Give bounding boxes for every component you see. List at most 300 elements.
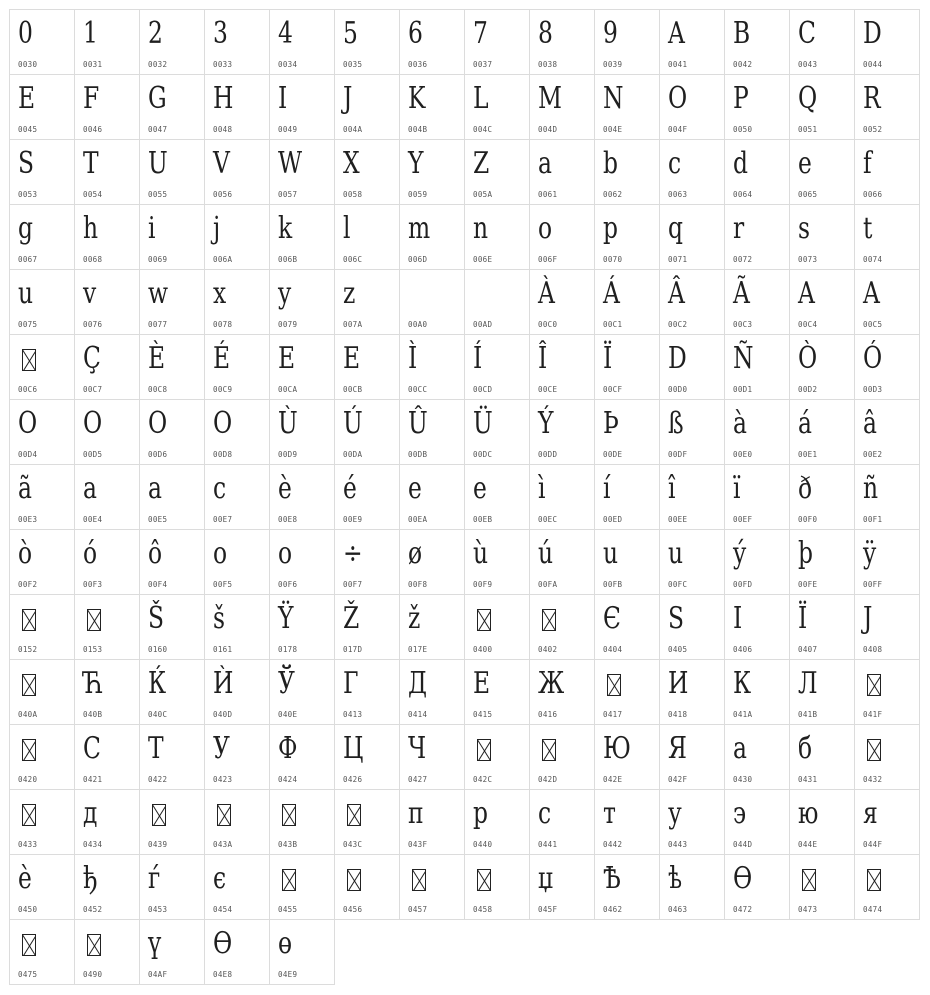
glyph-cell <box>854 594 920 660</box>
glyph-sample: â <box>863 406 877 441</box>
glyph-sample: d <box>733 146 748 181</box>
glyph-cell <box>529 9 595 75</box>
glyph-cell <box>724 529 790 595</box>
glyph-codepoint-label: 0417 <box>603 710 623 719</box>
glyph-codepoint-label: 0042 <box>733 60 753 69</box>
glyph-cell <box>269 464 335 530</box>
missing-glyph-box-icon <box>22 349 36 371</box>
glyph-cell <box>854 269 920 335</box>
glyph-codepoint-label: 004C <box>473 125 493 134</box>
glyph-codepoint-label: 00D4 <box>18 450 38 459</box>
glyph-sample: Ç <box>83 341 101 376</box>
glyph-codepoint-label: 0462 <box>603 905 623 914</box>
glyph-cell <box>74 919 140 985</box>
glyph-cell <box>334 204 400 270</box>
glyph-cell <box>74 139 140 205</box>
glyph-codepoint-label: 0416 <box>538 710 558 719</box>
glyph-codepoint-label: 0077 <box>148 320 168 329</box>
glyph-cell <box>204 74 270 140</box>
glyph-codepoint-label: 00CC <box>408 385 428 394</box>
glyph-sample: à <box>733 406 747 441</box>
glyph-sample: ѓ <box>148 861 161 896</box>
glyph-cell <box>789 594 855 660</box>
glyph-cell <box>724 724 790 790</box>
glyph-sample: Ï <box>603 341 613 376</box>
glyph-sample: s <box>798 211 811 246</box>
glyph-codepoint-label: 0463 <box>668 905 688 914</box>
glyph-cell <box>139 529 205 595</box>
glyph-sample: o <box>538 211 553 246</box>
glyph-sample: H <box>213 81 234 116</box>
glyph-codepoint-label: 0068 <box>83 255 103 264</box>
glyph-codepoint-label: 0414 <box>408 710 428 719</box>
glyph-sample: Ѣ <box>603 861 621 896</box>
glyph-cell <box>269 919 335 985</box>
glyph-sample: P <box>733 81 749 116</box>
glyph-codepoint-label: 0422 <box>148 775 168 784</box>
glyph-codepoint-label: 00FB <box>603 580 623 589</box>
glyph-sample: A <box>668 16 685 51</box>
glyph-codepoint-label: 044F <box>863 840 883 849</box>
glyph-codepoint-label: 0405 <box>668 645 688 654</box>
glyph-codepoint-label: 0439 <box>148 840 168 849</box>
glyph-sample: e <box>473 471 487 506</box>
glyph-sample: С <box>83 731 101 766</box>
glyph-codepoint-label: 00F8 <box>408 580 428 589</box>
glyph-cell <box>74 204 140 270</box>
glyph-codepoint-label: 043B <box>278 840 298 849</box>
glyph-cell <box>9 9 75 75</box>
glyph-sample: g <box>18 211 33 246</box>
glyph-codepoint-label: 00D2 <box>798 385 818 394</box>
glyph-sample: я <box>863 796 878 831</box>
glyph-sample: Ж <box>538 666 565 701</box>
glyph-cell <box>9 529 75 595</box>
missing-glyph-box-icon <box>22 804 36 826</box>
glyph-codepoint-label: 0067 <box>18 255 38 264</box>
glyph-cell <box>399 334 465 400</box>
glyph-codepoint-label: 006C <box>343 255 363 264</box>
missing-glyph-box-icon <box>87 609 101 631</box>
glyph-cell <box>204 464 270 530</box>
glyph-sample: O <box>83 406 103 441</box>
glyph-cell <box>9 204 75 270</box>
glyph-cell <box>74 269 140 335</box>
glyph-codepoint-label: 0456 <box>343 905 363 914</box>
glyph-sample: x <box>213 276 227 311</box>
glyph-codepoint-label: 00C0 <box>538 320 558 329</box>
missing-glyph-box-icon <box>542 609 556 631</box>
glyph-codepoint-label: 0043 <box>798 60 818 69</box>
glyph-codepoint-label: 0039 <box>603 60 623 69</box>
glyph-sample: É <box>213 341 231 376</box>
glyph-cell <box>269 399 335 465</box>
glyph-codepoint-label: 042F <box>668 775 688 784</box>
glyph-codepoint-label: 0440 <box>473 840 493 849</box>
glyph-cell <box>854 724 920 790</box>
glyph-cell <box>789 854 855 920</box>
glyph-sample: e <box>408 471 422 506</box>
glyph-sample: î <box>668 471 676 506</box>
glyph-codepoint-label: 045F <box>538 905 558 914</box>
glyph-codepoint-label: 0066 <box>863 190 883 199</box>
glyph-cell <box>659 139 725 205</box>
glyph-sample: m <box>408 211 431 246</box>
glyph-codepoint-label: 017D <box>343 645 363 654</box>
glyph-sample: R <box>863 81 881 116</box>
glyph-sample: Ì <box>408 341 418 376</box>
glyph-sample: M <box>538 81 562 116</box>
glyph-codepoint-label: 00E3 <box>18 515 38 524</box>
glyph-sample: E <box>278 341 296 376</box>
glyph-sample: a <box>538 146 552 181</box>
glyph-sample: Ф <box>278 731 298 766</box>
glyph-sample: F <box>83 81 100 116</box>
glyph-cell <box>334 269 400 335</box>
glyph-sample: Ž <box>343 601 360 636</box>
missing-glyph-box-icon <box>282 869 296 891</box>
glyph-codepoint-label: 0152 <box>18 645 38 654</box>
glyph-sample: є <box>213 861 227 896</box>
glyph-sample: Ù <box>278 406 298 441</box>
glyph-sample: K <box>408 81 426 116</box>
glyph-cell <box>724 854 790 920</box>
glyph-codepoint-label: 0062 <box>603 190 623 199</box>
missing-glyph-box-icon <box>152 804 166 826</box>
glyph-cell <box>529 854 595 920</box>
glyph-cell <box>789 139 855 205</box>
glyph-cell <box>269 529 335 595</box>
glyph-cell <box>269 269 335 335</box>
glyph-codepoint-label: 0415 <box>473 710 493 719</box>
glyph-sample: р <box>473 796 488 831</box>
glyph-codepoint-label: 00F6 <box>278 580 298 589</box>
missing-glyph-box-icon <box>347 869 361 891</box>
glyph-cell <box>399 659 465 725</box>
glyph-cell <box>9 269 75 335</box>
glyph-cell <box>594 399 660 465</box>
glyph-sample: Ѝ <box>213 666 234 701</box>
glyph-cell <box>789 269 855 335</box>
glyph-codepoint-label: 00E2 <box>863 450 883 459</box>
glyph-sample: Ө <box>213 926 233 961</box>
glyph-codepoint-label: 00DA <box>343 450 363 459</box>
glyph-sample: Z <box>473 146 490 181</box>
glyph-cell <box>269 724 335 790</box>
glyph-sample: E <box>343 341 361 376</box>
glyph-sample: L <box>473 81 489 116</box>
glyph-sample: 8 <box>538 16 553 51</box>
glyph-sample: ђ <box>83 861 98 896</box>
glyph-codepoint-label: 0426 <box>343 775 363 784</box>
glyph-sample: A <box>863 276 880 311</box>
glyph-cell <box>854 529 920 595</box>
glyph-cell <box>594 9 660 75</box>
glyph-cell <box>529 269 595 335</box>
missing-glyph-box-icon <box>477 739 491 761</box>
glyph-cell <box>269 594 335 660</box>
glyph-codepoint-label: 00C8 <box>148 385 168 394</box>
glyph-cell <box>789 659 855 725</box>
glyph-codepoint-label: 0442 <box>603 840 623 849</box>
glyph-codepoint-label: 044D <box>733 840 753 849</box>
glyph-cell <box>659 204 725 270</box>
glyph-sample: 9 <box>603 16 618 51</box>
glyph-sample: Í <box>473 341 483 376</box>
glyph-sample: S <box>18 146 35 181</box>
glyph-cell <box>139 74 205 140</box>
glyph-cell <box>594 139 660 205</box>
glyph-cell <box>204 9 270 75</box>
glyph-sample: Y <box>408 146 424 181</box>
glyph-codepoint-label: 00E4 <box>83 515 103 524</box>
glyph-sample: Ќ <box>148 666 167 701</box>
glyph-codepoint-label: 00CE <box>538 385 558 394</box>
glyph-cell <box>74 74 140 140</box>
glyph-cell <box>464 854 530 920</box>
glyph-codepoint-label: 0046 <box>83 125 103 134</box>
glyph-cell <box>9 464 75 530</box>
missing-glyph-box-icon <box>867 674 881 696</box>
glyph-sample: N <box>603 81 624 116</box>
missing-glyph-box-icon <box>87 934 101 956</box>
glyph-sample: ø <box>408 536 423 571</box>
glyph-sample: e <box>798 146 812 181</box>
glyph-cell <box>789 204 855 270</box>
glyph-cell <box>594 269 660 335</box>
glyph-codepoint-label: 043A <box>213 840 233 849</box>
glyph-cell <box>464 464 530 530</box>
glyph-cell <box>204 139 270 205</box>
missing-glyph-box-icon <box>282 804 296 826</box>
glyph-cell <box>9 399 75 465</box>
glyph-sample: 7 <box>473 16 488 51</box>
glyph-codepoint-label: 040C <box>148 710 168 719</box>
glyph-sample: Л <box>798 666 818 701</box>
glyph-sample: э <box>733 796 747 831</box>
glyph-cell <box>139 269 205 335</box>
glyph-sample: W <box>278 146 303 181</box>
glyph-codepoint-label: 00E1 <box>798 450 818 459</box>
glyph-sample: ý <box>733 536 747 571</box>
glyph-sample: I <box>278 81 288 116</box>
glyph-codepoint-label: 0038 <box>538 60 558 69</box>
glyph-cell <box>269 204 335 270</box>
missing-glyph-box-icon <box>867 869 881 891</box>
glyph-sample: Q <box>798 81 818 116</box>
glyph-codepoint-label: 0073 <box>798 255 818 264</box>
glyph-sample: Ú <box>343 406 363 441</box>
glyph-sample: 5 <box>343 16 358 51</box>
glyph-cell <box>529 789 595 855</box>
glyph-codepoint-label: 004F <box>668 125 688 134</box>
glyph-codepoint-label: 0031 <box>83 60 103 69</box>
glyph-codepoint-label: 0453 <box>148 905 168 914</box>
glyph-sample: c <box>213 471 227 506</box>
glyph-codepoint-label: 0075 <box>18 320 38 329</box>
glyph-cell <box>529 464 595 530</box>
glyph-codepoint-label: 0421 <box>83 775 103 784</box>
glyph-cell <box>594 594 660 660</box>
glyph-cell <box>724 204 790 270</box>
glyph-sample: w <box>148 276 169 311</box>
glyph-codepoint-label: 00F0 <box>798 515 818 524</box>
glyph-sample: A <box>798 276 815 311</box>
glyph-cell <box>139 399 205 465</box>
glyph-codepoint-label: 0475 <box>18 970 38 979</box>
glyph-sample: u <box>668 536 684 571</box>
glyph-sample: k <box>278 211 293 246</box>
glyph-codepoint-label: 0052 <box>863 125 883 134</box>
glyph-cell <box>789 724 855 790</box>
glyph-codepoint-label: 0427 <box>408 775 428 784</box>
glyph-sample: ÿ <box>863 536 877 571</box>
glyph-cell <box>334 464 400 530</box>
glyph-codepoint-label: 043F <box>408 840 428 849</box>
glyph-sample: ô <box>148 536 163 571</box>
glyph-sample: r <box>733 211 745 246</box>
glyph-codepoint-label: 0061 <box>538 190 558 199</box>
glyph-codepoint-label: 00CD <box>473 385 493 394</box>
glyph-codepoint-label: 0035 <box>343 60 363 69</box>
glyph-cell <box>204 659 270 725</box>
glyph-cell <box>854 74 920 140</box>
glyph-codepoint-label: 042D <box>538 775 558 784</box>
glyph-cell <box>464 789 530 855</box>
glyph-codepoint-label: 0064 <box>733 190 753 199</box>
glyph-sample: a <box>83 471 97 506</box>
glyph-cell <box>9 594 75 660</box>
glyph-cell <box>594 529 660 595</box>
glyph-cell <box>659 659 725 725</box>
glyph-codepoint-label: 00D9 <box>278 450 298 459</box>
glyph-cell <box>334 659 400 725</box>
glyph-cell <box>74 464 140 530</box>
glyph-sample: À <box>538 276 555 311</box>
glyph-sample: o <box>213 536 228 571</box>
glyph-sample: V <box>213 146 230 181</box>
glyph-sample: Ó <box>863 341 883 376</box>
glyph-codepoint-label: 0404 <box>603 645 623 654</box>
missing-glyph-box-icon <box>802 869 816 891</box>
glyph-cell <box>854 204 920 270</box>
glyph-sample: Ћ <box>83 666 104 701</box>
glyph-codepoint-label: 042C <box>473 775 493 784</box>
glyph-codepoint-label: 0424 <box>278 775 298 784</box>
missing-glyph-box-icon <box>542 739 556 761</box>
glyph-codepoint-label: 0034 <box>278 60 298 69</box>
glyph-codepoint-label: 040E <box>278 710 298 719</box>
glyph-cell <box>854 139 920 205</box>
glyph-sample: y <box>278 276 292 311</box>
glyph-cell <box>724 9 790 75</box>
glyph-sample: j <box>213 211 221 246</box>
glyph-cell <box>139 919 205 985</box>
glyph-codepoint-label: 0053 <box>18 190 38 199</box>
glyph-cell <box>464 9 530 75</box>
glyph-cell <box>464 399 530 465</box>
glyph-cell <box>139 724 205 790</box>
glyph-codepoint-label: 0054 <box>83 190 103 199</box>
glyph-cell <box>139 334 205 400</box>
glyph-cell <box>269 9 335 75</box>
glyph-cell <box>659 724 725 790</box>
glyph-codepoint-label: 0474 <box>863 905 883 914</box>
glyph-cell <box>789 334 855 400</box>
glyph-codepoint-label: 0454 <box>213 905 233 914</box>
glyph-codepoint-label: 00C2 <box>668 320 688 329</box>
glyph-sample: ú <box>538 536 554 571</box>
glyph-codepoint-label: 0413 <box>343 710 363 719</box>
glyph-cell <box>269 854 335 920</box>
glyph-codepoint-label: 00E9 <box>343 515 363 524</box>
glyph-cell <box>399 9 465 75</box>
glyph-codepoint-label: 0472 <box>733 905 753 914</box>
glyph-sample: Е <box>473 666 491 701</box>
glyph-cell <box>724 594 790 660</box>
glyph-codepoint-label: 0443 <box>668 840 688 849</box>
glyph-codepoint-label: 0178 <box>278 645 298 654</box>
glyph-codepoint-label: 00FE <box>798 580 818 589</box>
glyph-codepoint-label: 00C5 <box>863 320 883 329</box>
glyph-codepoint-label: 041F <box>863 710 883 719</box>
glyph-codepoint-label: 00ED <box>603 515 623 524</box>
glyph-codepoint-label: 0057 <box>278 190 298 199</box>
glyph-cell <box>9 854 75 920</box>
glyph-cell <box>334 334 400 400</box>
glyph-cell <box>594 204 660 270</box>
glyph-cell <box>399 594 465 660</box>
glyph-sample: O <box>148 406 168 441</box>
glyph-sample: È <box>148 341 166 376</box>
glyph-sample: h <box>83 211 99 246</box>
glyph-cell <box>74 529 140 595</box>
glyph-sample: 1 <box>83 16 98 51</box>
glyph-cell <box>464 594 530 660</box>
glyph-codepoint-label: 0079 <box>278 320 298 329</box>
glyph-sample: á <box>798 406 812 441</box>
glyph-grid <box>9 9 919 984</box>
glyph-sample: ю <box>798 796 819 831</box>
glyph-cell <box>659 594 725 660</box>
glyph-codepoint-label: 006D <box>408 255 428 264</box>
glyph-sample: д <box>83 796 98 831</box>
glyph-cell <box>204 919 270 985</box>
glyph-cell <box>464 659 530 725</box>
glyph-cell <box>529 529 595 595</box>
glyph-cell <box>854 399 920 465</box>
glyph-cell <box>724 659 790 725</box>
glyph-sample: Â <box>668 276 685 311</box>
glyph-cell <box>334 529 400 595</box>
glyph-codepoint-label: 0032 <box>148 60 168 69</box>
glyph-sample: ð <box>798 471 813 506</box>
glyph-cell <box>659 74 725 140</box>
glyph-codepoint-label: 004D <box>538 125 558 134</box>
glyph-codepoint-label: 017E <box>408 645 428 654</box>
glyph-codepoint-label: 0063 <box>668 190 688 199</box>
glyph-codepoint-label: 0452 <box>83 905 103 914</box>
glyph-sample: E <box>18 81 36 116</box>
glyph-codepoint-label: 0458 <box>473 905 493 914</box>
glyph-codepoint-label: 0420 <box>18 775 38 784</box>
glyph-codepoint-label: 00AD <box>473 320 493 329</box>
glyph-cell <box>789 529 855 595</box>
glyph-cell <box>724 334 790 400</box>
glyph-cell <box>529 659 595 725</box>
glyph-sample: T <box>83 146 99 181</box>
glyph-sample: ß <box>668 406 684 441</box>
